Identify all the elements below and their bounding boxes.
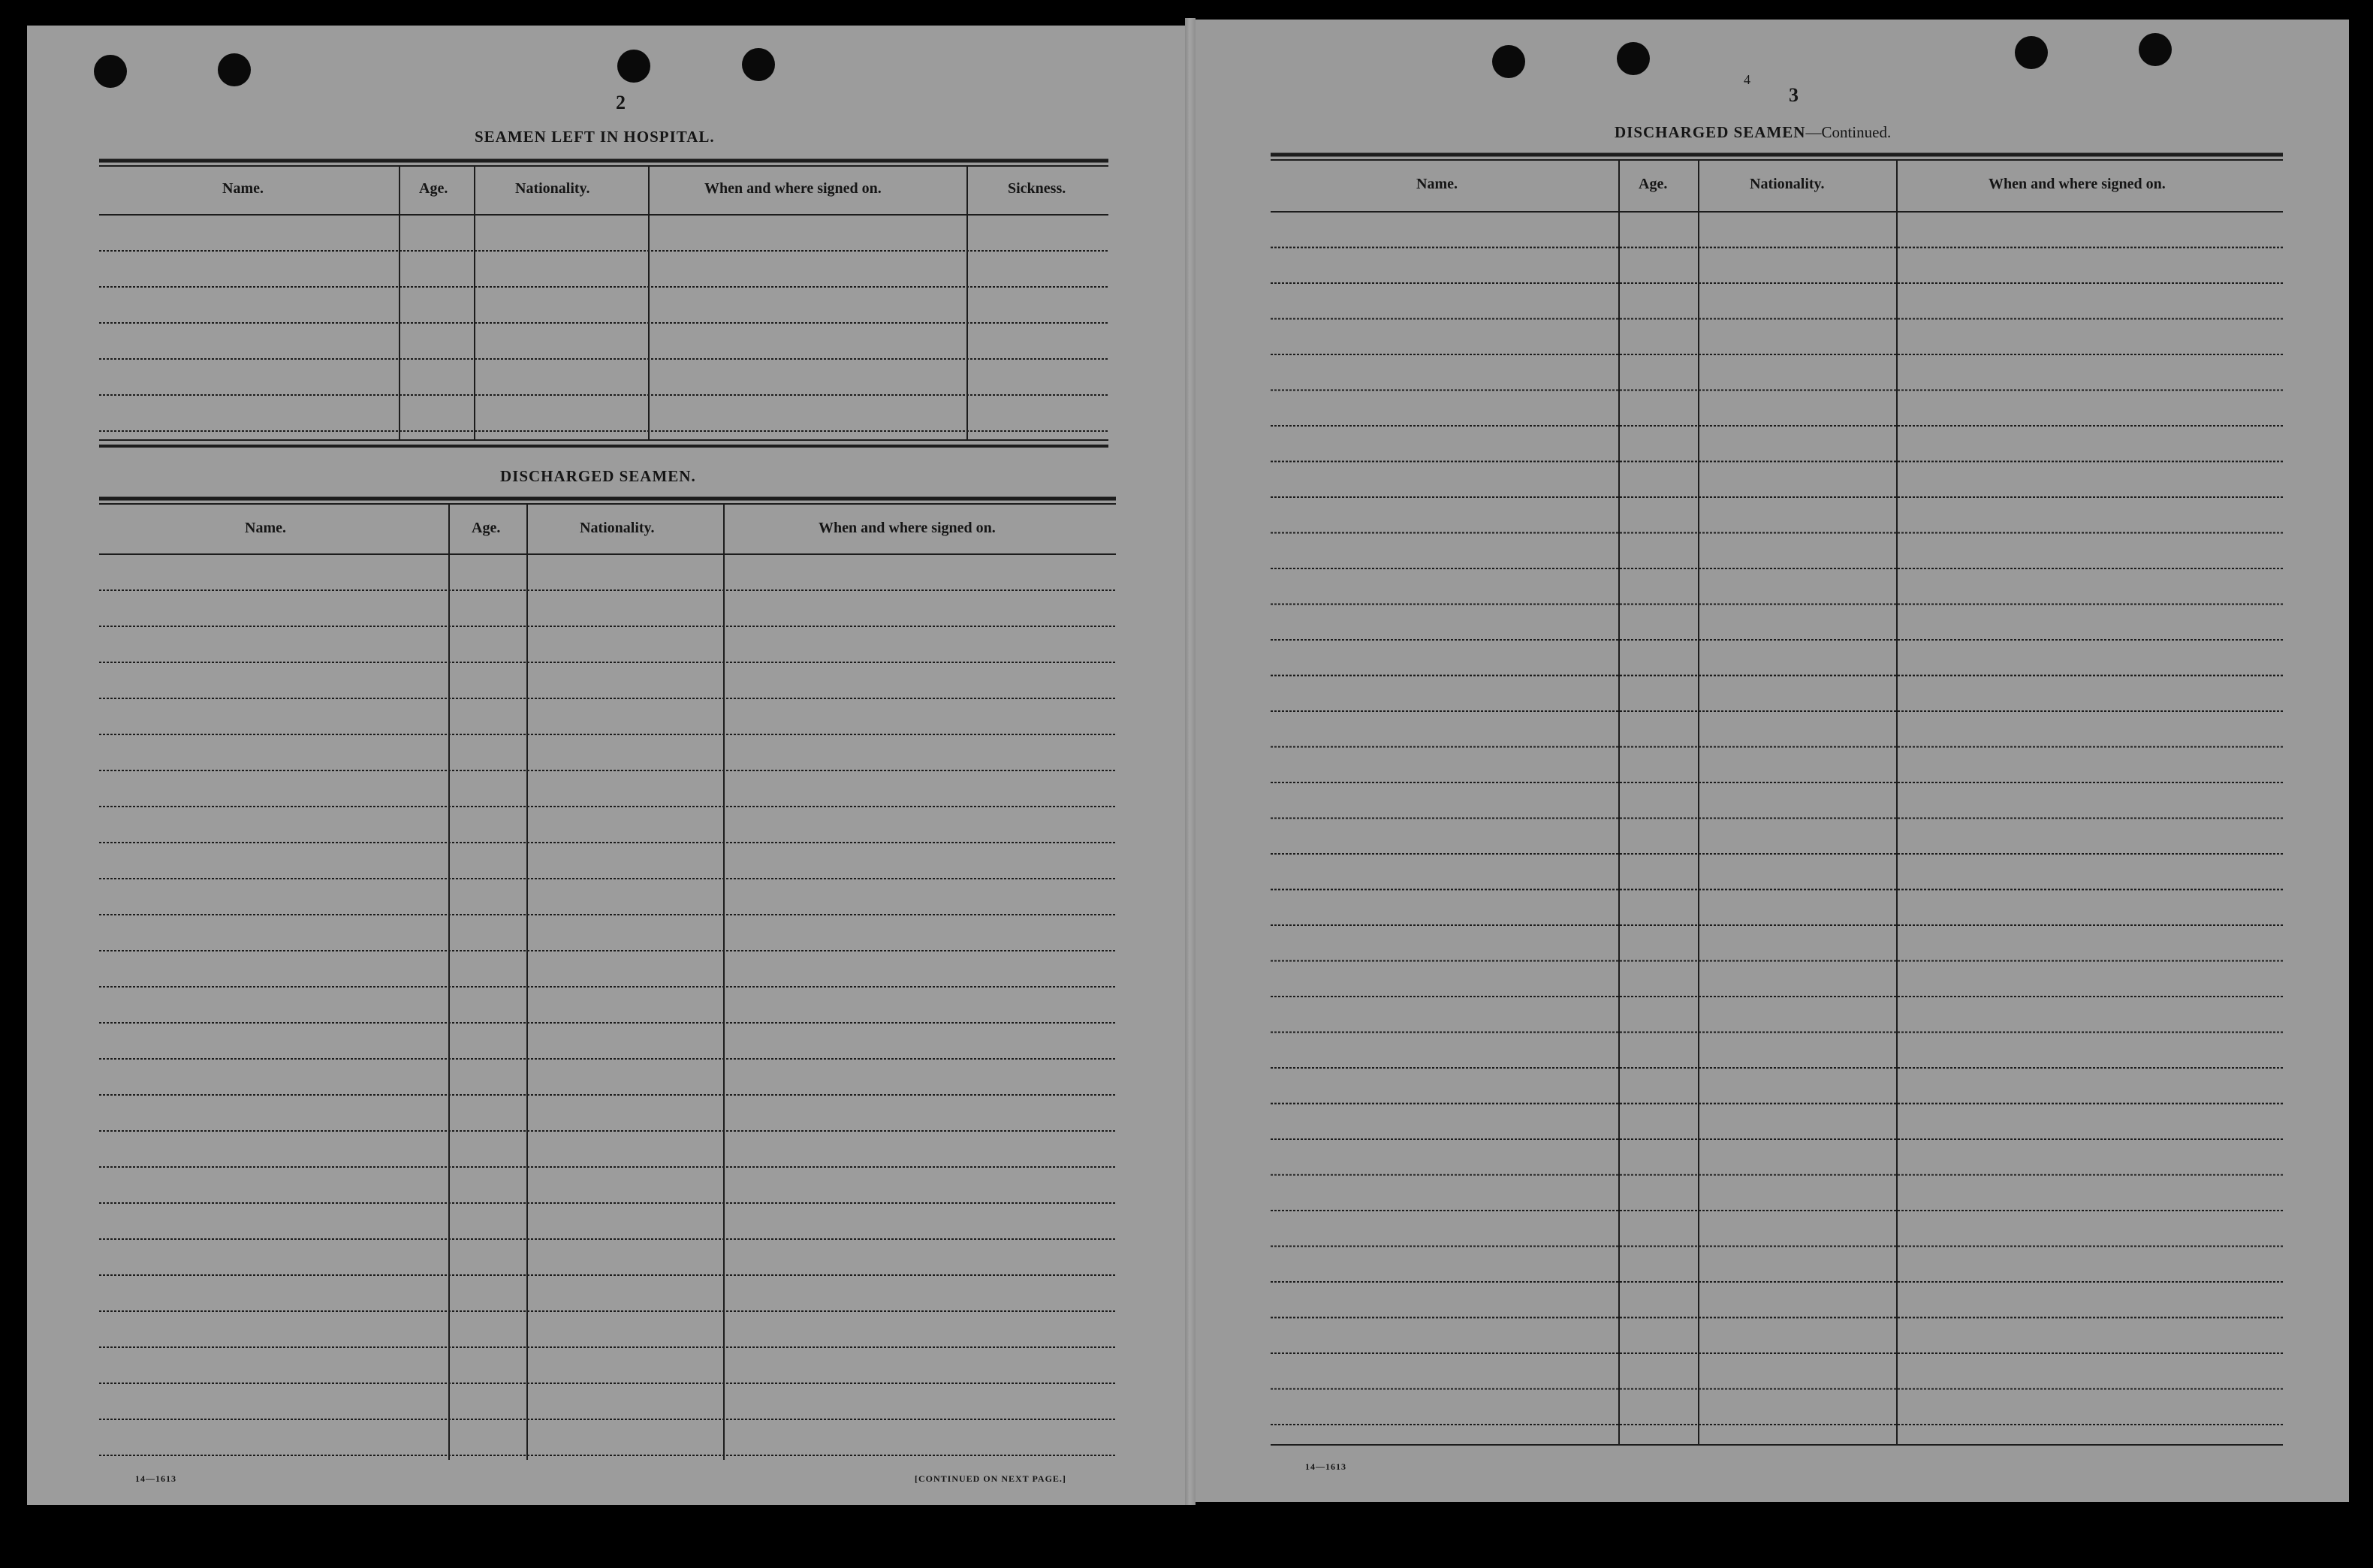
punch-hole	[1492, 45, 1525, 78]
page-number: 2	[616, 92, 626, 113]
column-header-nationality: Nationality.	[1750, 176, 1825, 192]
column-header-nationality: Nationality.	[515, 180, 590, 197]
title-main: DISCHARGED SEAMEN	[1615, 123, 1806, 141]
column-header-age: Age.	[1639, 176, 1668, 192]
discharged-table-title: DISCHARGED SEAMEN.	[500, 467, 696, 485]
column-header-signed-on: When and where signed on.	[819, 520, 996, 536]
column-header-age: Age.	[472, 520, 501, 536]
column-header-age: Age.	[419, 180, 448, 197]
column-header-signed-on: When and where signed on.	[1989, 176, 2166, 192]
hospital-table-title: SEAMEN LEFT IN HOSPITAL.	[475, 128, 715, 146]
title-suffix: —Continued.	[1805, 123, 1892, 141]
column-header-name: Name.	[1416, 176, 1458, 192]
continued-note: [CONTINUED ON NEXT PAGE.]	[915, 1473, 1066, 1484]
column-header-nationality: Nationality.	[580, 520, 655, 536]
column-header-name: Name.	[222, 180, 264, 197]
discharged-continued-title	[1615, 123, 1891, 142]
left-page	[27, 26, 1190, 1505]
punch-hole	[2139, 33, 2172, 66]
punch-hole	[2015, 36, 2048, 69]
page-number: 3	[1789, 84, 1799, 106]
right-page	[1190, 20, 2349, 1502]
column-header-name: Name.	[245, 520, 286, 536]
form-number: 14—1613	[135, 1473, 176, 1484]
punch-hole	[1617, 42, 1650, 75]
column-header-sickness: Sickness.	[1008, 180, 1066, 197]
punch-hole	[742, 48, 775, 81]
punch-hole	[617, 50, 650, 83]
punch-hole	[218, 53, 251, 86]
column-header-signed-on: When and where signed on.	[704, 180, 882, 197]
page-fold	[1185, 18, 1196, 1505]
pencil-mark: 4	[1744, 72, 1750, 87]
punch-hole	[94, 55, 127, 88]
form-number: 14—1613	[1305, 1461, 1346, 1472]
